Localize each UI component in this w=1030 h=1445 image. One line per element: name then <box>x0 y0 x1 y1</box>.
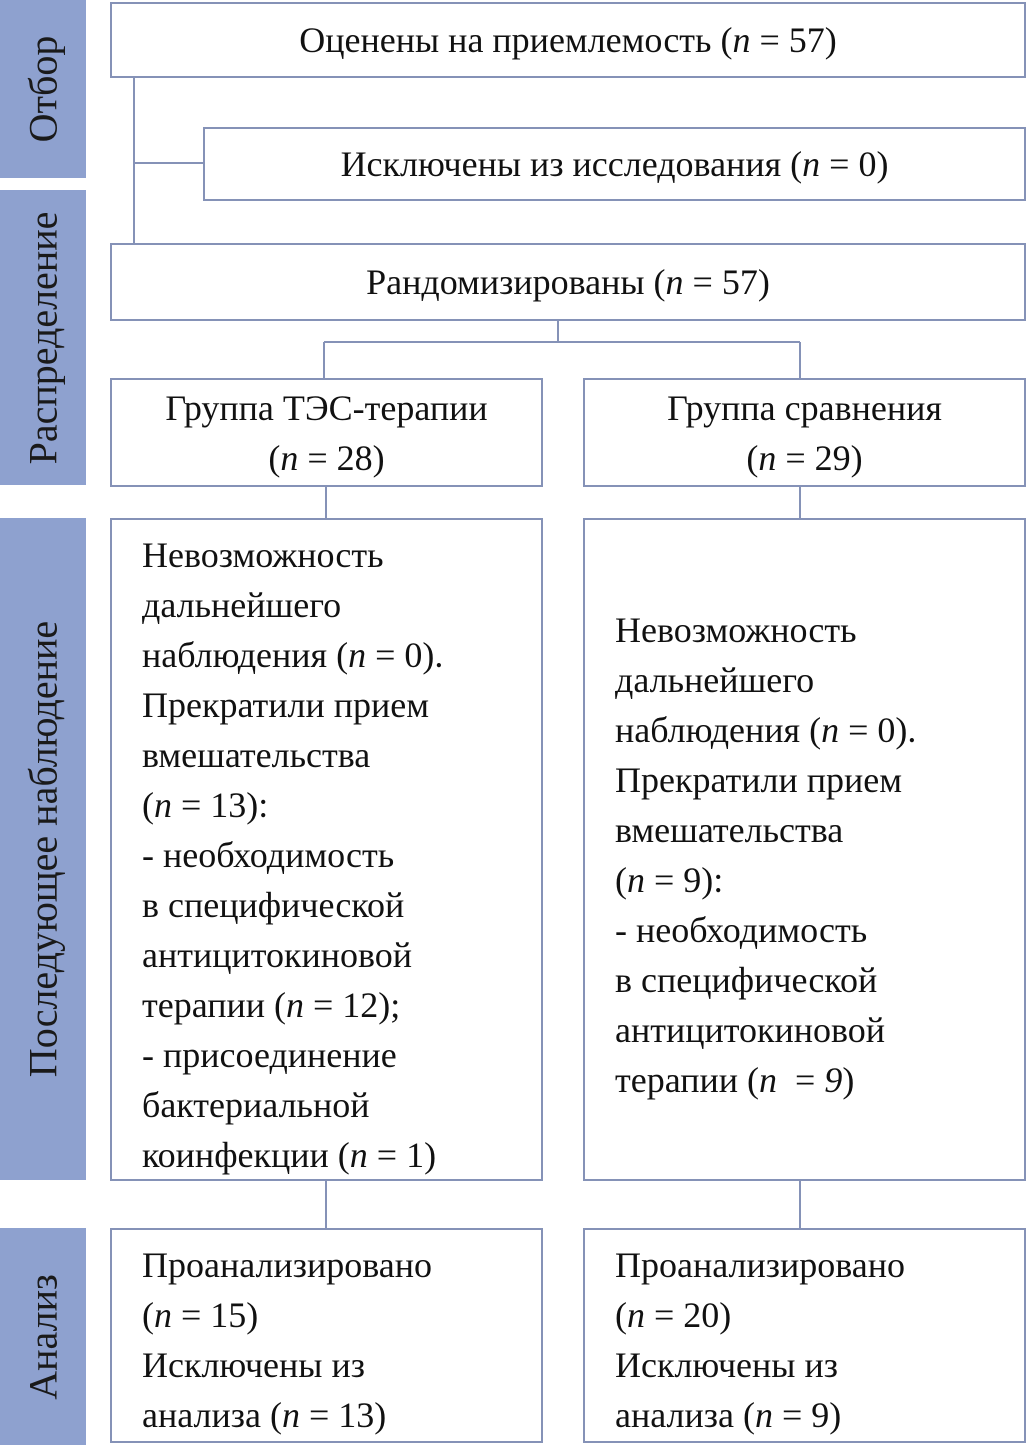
followup-comp-text: Невозможность дальнейшего наблюдения (n = 0). Прекратили прием вмешательства (n = 9): - необходимость в специфической антицитокиновой терапии (n = 9) <box>615 610 917 1100</box>
followup-comp-box <box>583 518 1026 1181</box>
stage-followup-label: Последующее наблюдение <box>20 620 66 1078</box>
group-tes-count: (n = 28) <box>268 437 385 478</box>
followup-tes-text: Невозможность дальнейшего наблюдения (n = 0). Прекратили прием вмешательства (n = 13): - необходимость в специфической антицитокиновой терапии (n = 12); - присоединение бактериальной коинфекции (n = 1) <box>142 535 444 1175</box>
group-comp-title: Группа сравнения <box>667 387 942 428</box>
stage-allocation-label: Распределение <box>20 211 66 464</box>
randomized-box <box>110 243 1026 321</box>
excluded-text: Исключены из исследования (n = 0) <box>340 144 889 184</box>
group-comp-box <box>583 378 1026 487</box>
stage-analysis-label: Анализ <box>20 1273 66 1400</box>
assessed-text: Оценены на приемлемость (n = 57) <box>299 20 837 60</box>
group-tes-box <box>110 378 543 487</box>
analysis-tes-text: Проанализировано (n = 15) Исключены из анализа (n = 13) <box>142 1245 433 1435</box>
analysis-tes-box <box>110 1228 543 1443</box>
randomized-text: Рандомизированы (n = 57) <box>366 262 770 302</box>
followup-tes-box <box>110 518 543 1181</box>
excluded-box <box>203 127 1026 201</box>
assessed-box <box>110 2 1026 78</box>
stage-selection-label: Отбор <box>20 35 66 143</box>
group-tes-title: Группа ТЭС-терапии <box>165 387 488 428</box>
group-comp-count: (n = 29) <box>746 437 863 478</box>
analysis-comp-text: Проанализировано (n = 20) Исключены из анализа (n = 9) <box>615 1245 906 1435</box>
analysis-comp-box <box>583 1228 1026 1443</box>
